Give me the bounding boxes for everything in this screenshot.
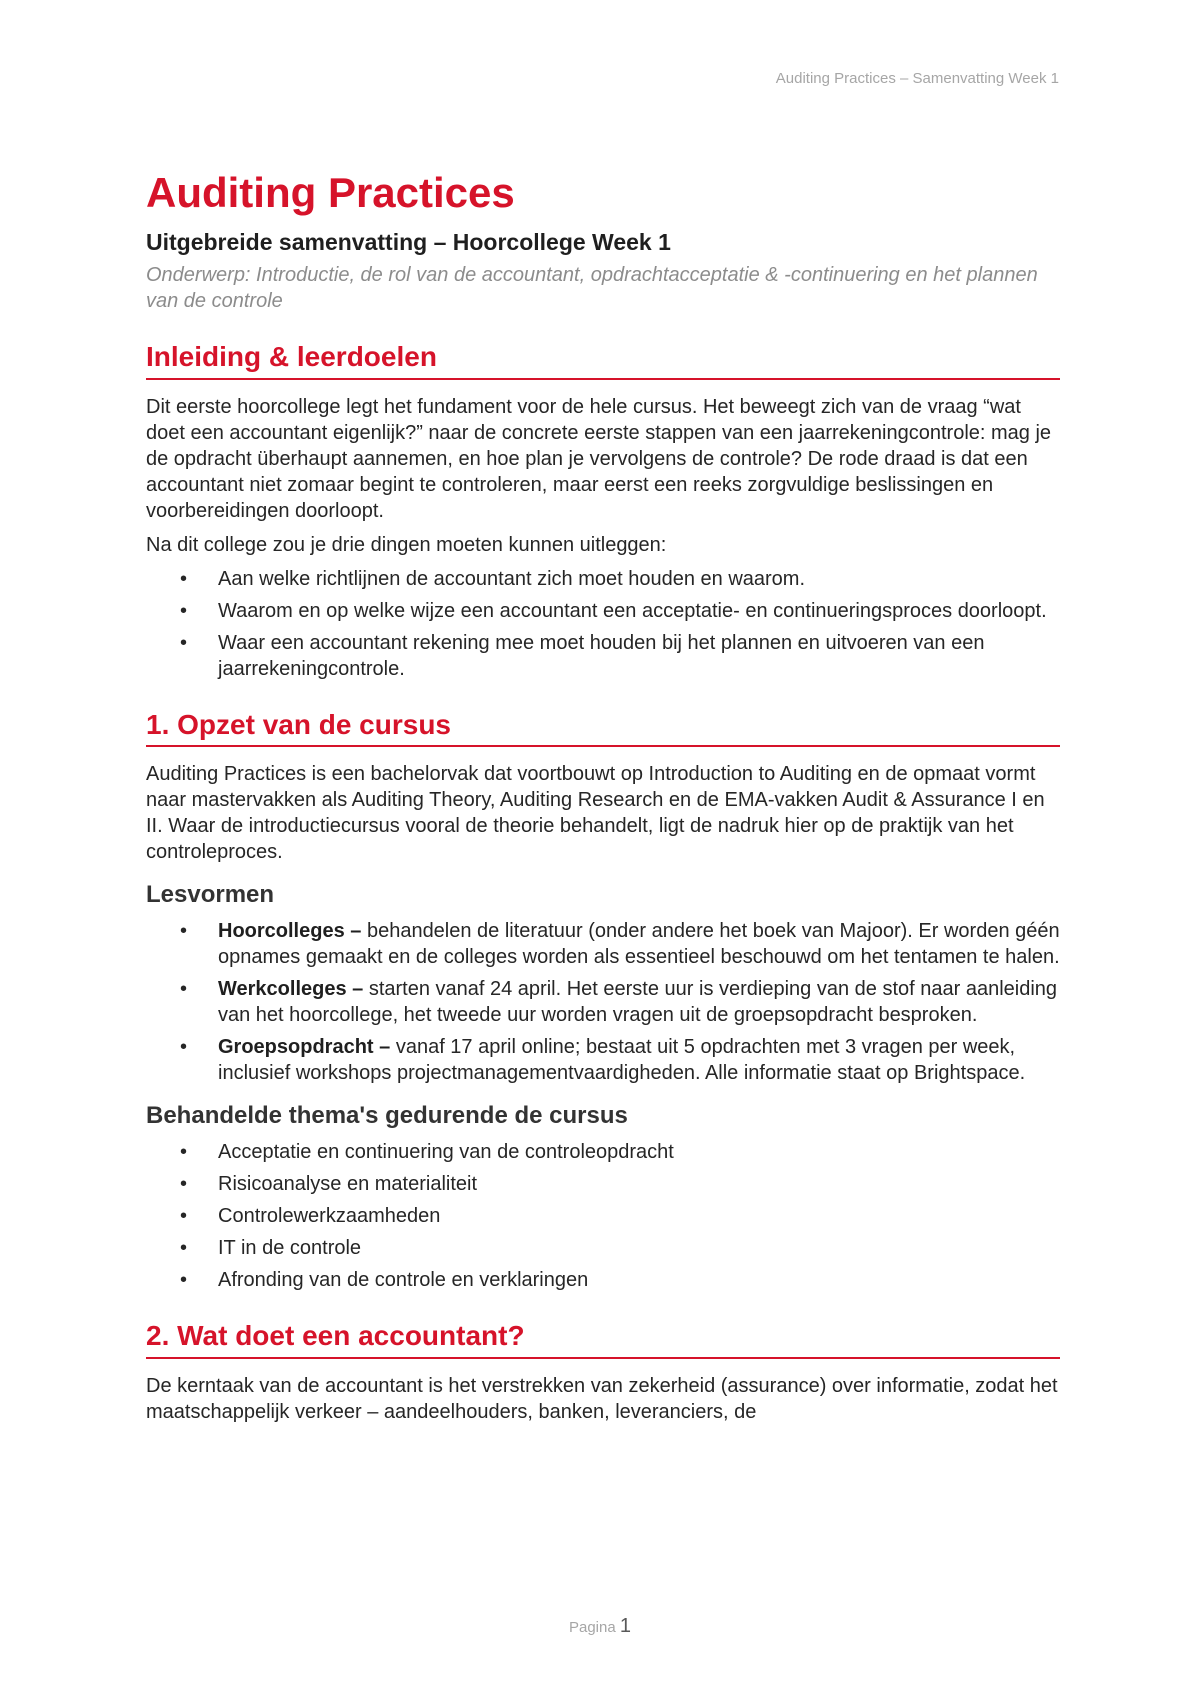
bullet-icon: • bbox=[180, 920, 188, 943]
bullet-icon: • bbox=[180, 599, 188, 622]
running-header: Auditing Practices – Samenvatting Week 1 bbox=[775, 70, 1059, 87]
heading-opzet: 1. Opzet van de cursus bbox=[146, 708, 1060, 748]
list-item-text: vanaf 17 april online; bestaat uit 5 opdrachten met 3 vragen per week, inclusief workshops projectmanagementvaardigheden. Alle informatie staat op Brightspace. bbox=[218, 1036, 1026, 1085]
themas-list bbox=[146, 1139, 1060, 1293]
document-subtitle: Uitgebreide samenvatting – Hoorcollege Week 1 bbox=[146, 229, 671, 256]
bullet-icon: • bbox=[180, 978, 188, 1001]
intro-goals-lead: Na dit college zou je drie dingen moeten kunnen uitleggen: bbox=[146, 533, 667, 556]
page-footer bbox=[0, 1615, 1200, 1638]
list-item-text: Acceptatie en continuering van de controleopdracht bbox=[218, 1141, 674, 1164]
document-body bbox=[146, 168, 1060, 1433]
bullet-icon: • bbox=[180, 1205, 188, 1228]
bullet-icon: • bbox=[180, 1173, 188, 1196]
list-item-lead: Werkcolleges – bbox=[218, 978, 364, 1001]
heading-themas: Behandelde thema's gedurende de cursus bbox=[146, 1102, 628, 1130]
bullet-icon: • bbox=[180, 567, 188, 590]
bullet-icon: • bbox=[180, 1237, 188, 1260]
list-item bbox=[180, 1235, 1060, 1261]
learning-goals-list bbox=[146, 566, 1060, 682]
bullet-icon: • bbox=[180, 1141, 188, 1164]
list-item bbox=[180, 976, 1060, 1028]
list-item-text: starten vanaf 24 april. Het eerste uur is verdieping van de stof naar aanleiding van het hoorcollege, het tweede uur worden vragen uit de groepsopdracht besproken. bbox=[218, 978, 1058, 1027]
list-item-lead: Hoorcolleges – bbox=[218, 920, 362, 943]
page-label: Pagina bbox=[568, 1619, 616, 1636]
bullet-icon: • bbox=[180, 1036, 188, 1059]
opzet-paragraph: Auditing Practices is een bachelorvak dat voortbouwt op Introduction to Auditing en de opmaat vormt naar mastervakken als Auditing Theory, Auditing Research en de EMA-vakken Audit & Assurance I en II. Waar de introductiecursus vooral de theorie behandelt, ligt de nadruk hier op de praktijk van het controleproces. bbox=[146, 763, 1045, 864]
document-title: Auditing Practices bbox=[146, 169, 515, 216]
document-topic: Onderwerp: Introductie, de rol van de accountant, opdrachtacceptatie & -continuering en het plannen van de controle bbox=[146, 264, 1038, 313]
list-item bbox=[180, 918, 1060, 970]
list-item bbox=[180, 566, 1060, 592]
intro-paragraph: Dit eerste hoorcollege legt het fundament voor de hele cursus. Het beweegt zich van de vraag “wat doet een accountant eigenlijk?” naar de concrete eerste stappen van een jaarrekeningcontrole: mag je de opdracht überhaupt aannemen, en hoe plan je vervolgens de controle? De rode draad is dat een accountant niet zomaar begint te controleren, maar eerst een reeks zorgvuldige beslissingen en voorbereidingen doorloopt. bbox=[146, 395, 1052, 522]
page-number: 1 bbox=[619, 1615, 631, 1637]
list-item-text: Controlewerkzaamheden bbox=[218, 1205, 441, 1228]
list-item bbox=[180, 1203, 1060, 1229]
list-item bbox=[180, 598, 1060, 624]
heading-wat-doet-accountant: 2. Wat doet een accountant? bbox=[146, 1319, 1060, 1359]
list-item bbox=[180, 1267, 1060, 1293]
list-item-text: Risicoanalyse en materialiteit bbox=[218, 1173, 478, 1196]
accountant-paragraph: De kerntaak van de accountant is het verstrekken van zekerheid (assurance) over informatie, zodat het maatschappelijk verkeer – aandeelhouders, banken, leveranciers, de bbox=[146, 1374, 1058, 1423]
heading-lesvormen: Lesvormen bbox=[146, 881, 275, 909]
lesvormen-list bbox=[146, 918, 1060, 1086]
list-item bbox=[180, 1034, 1060, 1086]
list-item bbox=[180, 630, 1060, 682]
list-item-text: Waar een accountant rekening mee moet houden bij het plannen en uitvoeren van een jaarrekeningcontrole. bbox=[218, 631, 985, 680]
list-item-text: Aan welke richtlijnen de accountant zich moet houden en waarom. bbox=[218, 567, 806, 590]
bullet-icon: • bbox=[180, 1269, 188, 1292]
list-item-text: behandelen de literatuur (onder andere het boek van Majoor). Er worden géén opnames gemaakt en de colleges worden als essentieel beschouwd om het tentamen te halen. bbox=[218, 920, 1060, 969]
bullet-icon: • bbox=[180, 631, 188, 654]
list-item-lead: Groepsopdracht – bbox=[218, 1036, 391, 1059]
list-item-text: Waarom en op welke wijze een accountant een acceptatie- en continueringsproces doorloopt. bbox=[218, 599, 1047, 622]
list-item-text: Afronding van de controle en verklaringen bbox=[218, 1269, 589, 1292]
list-item-text: IT in de controle bbox=[218, 1237, 362, 1260]
list-item bbox=[180, 1139, 1060, 1165]
list-item bbox=[180, 1171, 1060, 1197]
heading-inleiding: Inleiding & leerdoelen bbox=[146, 340, 1060, 380]
